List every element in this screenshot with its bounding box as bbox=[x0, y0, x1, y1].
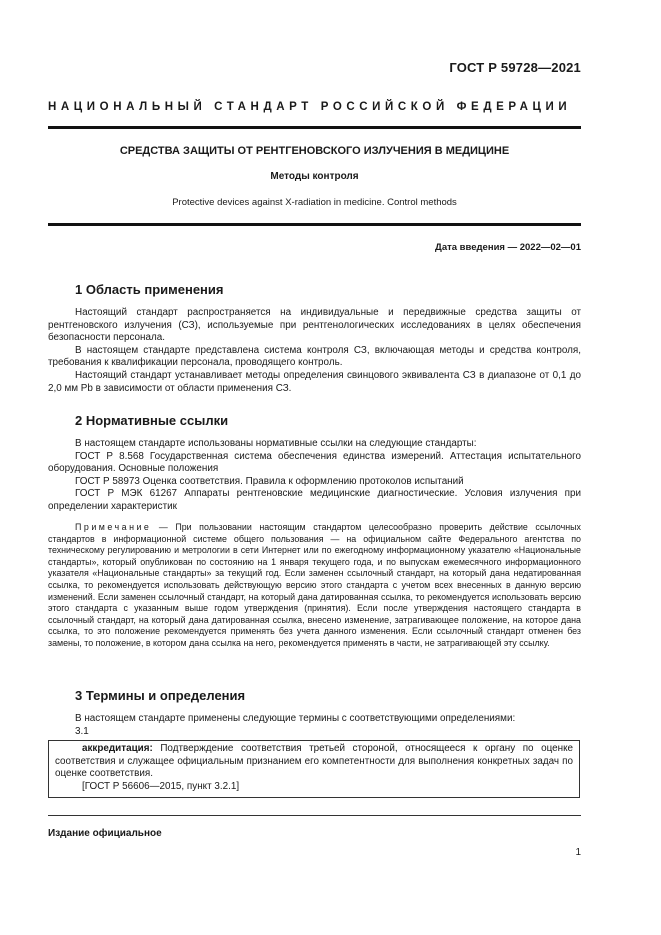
note-paragraph bbox=[48, 522, 581, 650]
term: аккредитация: bbox=[82, 743, 153, 754]
note-text: — При пользовании настоящим стандартом целесообразно проверить действие ссылочных стандартов в информационной системе общего пользования — на официальном сайте Федерального агентства по техническому регулированию и метрологии в сети Интернет или по ежегодному информационному указателю «Национальные стандарты», который опубликован по состоянию на 1 января текущего года, и по выпускам ежемесячного информационного указателя «Национальные стандарты» за текущий год. Если заменен ссылочный стандарт, на который дана недатированная ссылка, то рекомендуется использовать действующую версию этого стандарта с учетом всех внесенных в данную версию изменений. Если заменен ссылочный стандарт, на который дана датированная ссылка, то рекомендуется использовать версию этого стандарта с указанным выше годом утверждения (принятия). Если после утверждения настоящего стандарта в ссылочный стандарт, на который дана датированная ссылка, внесено изменение, затрагивающее положение, на которое дана ссылка, то это положение рекомендуется применять без учета данного изменения. Если ссылочный стандарт отменен без замены, то положение, в котором дана ссылка на него, рекомендуется применять в части, не затрагивающей эту ссылку. bbox=[48, 522, 581, 648]
section-heading: 2 Нормативные ссылки bbox=[75, 413, 229, 428]
definition-source: [ГОСТ Р 56606—2015, пункт 3.2.1] bbox=[82, 780, 240, 792]
paragraph: В настоящем стандарте использованы нормативные ссылки на следующие стандарты: bbox=[75, 438, 477, 449]
footer-rule bbox=[48, 815, 581, 816]
paragraph: Настоящий стандарт распространяется на индивидуальные и передвижные средства защиты от рентгеновского излучения (СЗ), используемые при рентгенологических исследованиях в целях обеспечения безопасности персонала. bbox=[48, 307, 581, 344]
paragraph: Настоящий стандарт устанавливает методы определения свинцового эквивалента СЗ в диапазоне от 0,1 до 2,0 мм Pb в зависимости от области применения СЗ. bbox=[48, 369, 581, 394]
section-heading: 3 Термины и определения bbox=[75, 688, 246, 703]
definition-box bbox=[48, 740, 580, 798]
official-edition-label: Издание официальное bbox=[48, 828, 162, 839]
section-scope bbox=[48, 282, 581, 297]
page-number: 1 bbox=[575, 847, 581, 858]
reference-item: ГОСТ Р 8.568 Государственная система обеспечения единства измерений. Аттестация испытательного оборудования. Основные положения bbox=[48, 450, 581, 475]
note-label: Примечание bbox=[75, 522, 152, 532]
section-scope-body bbox=[48, 307, 581, 395]
reference-item: ГОСТ Р 58973 Оценка соответствия. Правила к оформлению протоколов испытаний bbox=[75, 475, 464, 487]
document-subtitle: Методы контроля bbox=[270, 171, 359, 182]
introduction-date: Дата введения — 2022—02—01 bbox=[435, 242, 581, 253]
section-heading: 1 Область применения bbox=[75, 282, 224, 297]
section-normative-refs-body bbox=[48, 438, 581, 514]
document-english-title: Protective devices against X-radiation in medicine. Control methods bbox=[172, 197, 457, 208]
national-standard-banner: НАЦИОНАЛЬНЫЙ СТАНДАРТ РОССИЙСКОЙ ФЕДЕРАЦИИ bbox=[48, 101, 572, 113]
reference-item: ГОСТ Р МЭК 61267 Аппараты рентгеновские медицинские диагностические. Условия излучения при определении характеристик bbox=[48, 488, 581, 512]
title-bottom-rule bbox=[48, 223, 581, 226]
gost-number: ГОСТ Р 59728—2021 bbox=[449, 60, 581, 75]
definition-text: Подтверждение соответствия третьей стороной, относящееся к органу по оценке соответствия и служащее официальным признанием его компетентности для выполнения конкретных задач по оценке соответствия. bbox=[55, 743, 573, 780]
section-terms bbox=[48, 688, 581, 703]
term-number: 3.1 bbox=[75, 725, 89, 737]
section-terms-body bbox=[48, 713, 581, 738]
paragraph: В настоящем стандарте применены следующие термины с соответствующими определениями: bbox=[75, 713, 516, 724]
top-thick-rule bbox=[48, 126, 581, 129]
definition-paragraph bbox=[55, 743, 573, 781]
note-block bbox=[48, 522, 581, 650]
section-normative-refs bbox=[48, 413, 581, 428]
document-title: СРЕДСТВА ЗАЩИТЫ ОТ РЕНТГЕНОВСКОГО ИЗЛУЧЕНИЯ В МЕДИЦИНЕ bbox=[119, 145, 510, 157]
paragraph: В настоящем стандарте представлена система контроля СЗ, включающая методы и средства контроля, требования к квалификации персонала, проводящего контроль. bbox=[48, 344, 581, 369]
